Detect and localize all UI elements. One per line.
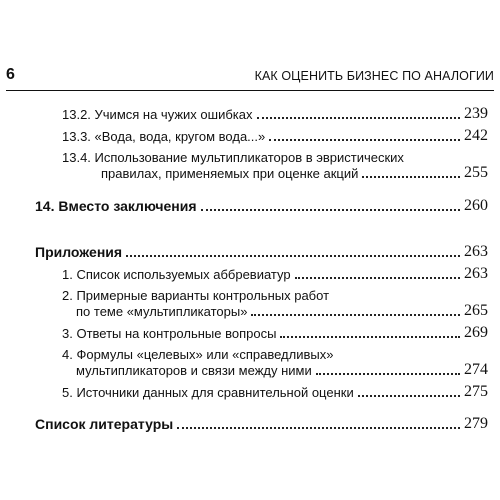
toc-page-number: 242 <box>464 127 488 144</box>
dot-leader <box>269 139 460 141</box>
dot-leader <box>358 395 460 397</box>
toc-page-number: 275 <box>464 383 488 400</box>
toc-entry-label: 13.3. «Вода, вода, кругом вода...» <box>62 129 266 144</box>
toc-entry-label: мультипликаторов и связи между ними <box>76 363 312 378</box>
toc-page-number: 263 <box>464 265 488 282</box>
toc-entry-13-4-line1: 13.4. Использование мультипликаторов в эвристических <box>62 150 404 165</box>
toc-entry-label: 14. Вместо заключения <box>35 198 197 214</box>
toc-page-number: 274 <box>464 361 488 378</box>
toc-page-number: 279 <box>464 415 488 432</box>
dot-leader <box>251 314 460 316</box>
dot-leader <box>316 373 460 375</box>
toc-entry-label: правилах, применяемых при оценке акций <box>101 166 359 181</box>
toc-entry-13-2 <box>62 106 488 122</box>
toc-entry-appendix-4-line1: 4. Формулы «целевых» или «справедливых» <box>62 347 334 362</box>
toc-entry-bibliography <box>35 416 488 432</box>
toc-entry-13-4 <box>101 165 488 181</box>
toc-entry-label: 5. Источники данных для сравнительной оценки <box>62 385 354 400</box>
toc-entry-appendix-2-line1: 2. Примерные варианты контрольных работ <box>62 288 330 303</box>
dot-leader <box>362 176 460 178</box>
page-header <box>6 66 494 86</box>
toc-page-number: 255 <box>464 164 488 181</box>
toc-entry-label: 13.2. Учимся на чужих ошибках <box>62 107 253 122</box>
toc-entry-13-3 <box>62 128 488 144</box>
header-rule <box>6 90 494 91</box>
toc-entry-label: 1. Список используемых аббревиатур <box>62 267 291 282</box>
dot-leader <box>295 277 460 279</box>
toc-entry-label: Приложения <box>35 244 123 260</box>
toc-entry-appendices <box>35 244 488 260</box>
toc-entry-appendix-3 <box>62 325 488 341</box>
toc-entry-appendix-1 <box>62 266 488 282</box>
running-title: КАК ОЦЕНИТЬ БИЗНЕС ПО АНАЛОГИИ <box>254 69 494 83</box>
dot-leader <box>177 427 460 429</box>
toc-entry-appendix-2 <box>76 303 488 319</box>
dot-leader <box>280 336 460 338</box>
page-number: 6 <box>6 66 15 83</box>
toc-entry-appendix-5 <box>62 384 488 400</box>
dot-leader <box>201 209 460 211</box>
toc-page-number: 260 <box>464 197 488 214</box>
toc-page-number: 263 <box>464 243 488 260</box>
toc-page-number: 269 <box>464 324 488 341</box>
toc-entry-appendix-4 <box>76 362 488 378</box>
dot-leader <box>126 255 460 257</box>
toc-entry-label: 3. Ответы на контрольные вопросы <box>62 326 277 341</box>
toc-page-number: 265 <box>464 302 488 319</box>
toc-entry-label: по теме «мультипликаторы» <box>76 304 248 319</box>
toc-entry-chapter-14 <box>35 198 488 214</box>
toc-entry-label: Список литературы <box>35 416 174 432</box>
toc-page-number: 239 <box>464 105 488 122</box>
dot-leader <box>257 117 461 119</box>
